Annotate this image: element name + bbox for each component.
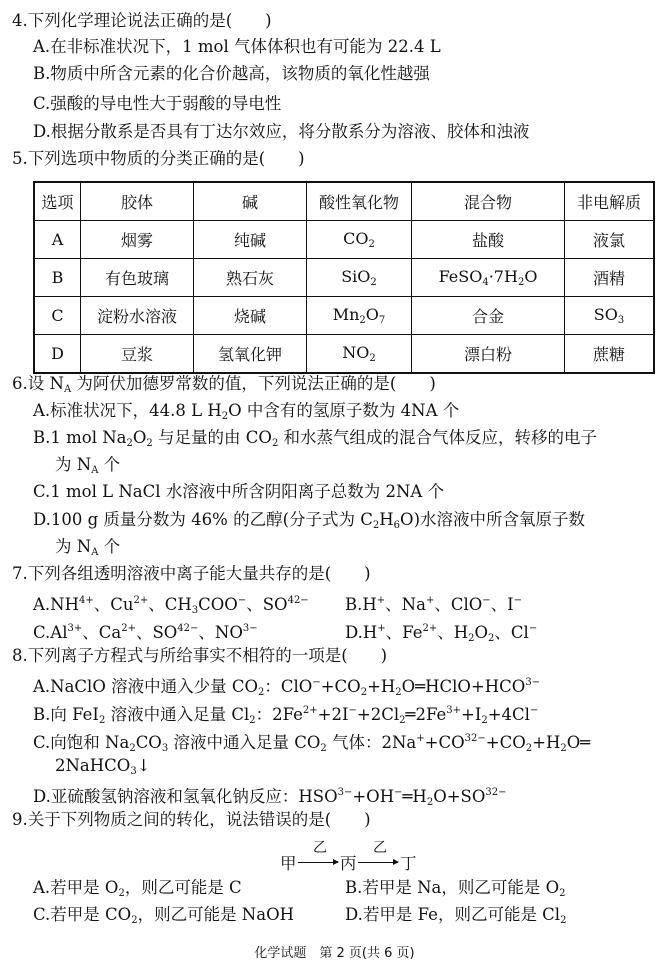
q6-option-a: A.标准状况下，44.8 L $H_2O$ 中含有的氢原子数为 4NA 个 [33,401,460,422]
table-header-cell: 酸性氧化物 [307,182,412,221]
scheme-arrow2-label: 乙 [373,840,387,856]
q6-option-d: D.100 g 质量分数为 46% 的乙醇(分子式为 $C_2H_6O$)水溶液中所含氧原子数 [33,510,586,531]
table-cell: 有色玻璃 [81,259,194,297]
table-cell: 盐酸 [412,221,565,259]
table-header-cell: 选项 [34,182,81,221]
table-cell: B [34,259,81,297]
table-header-cell: 碱 [194,182,307,221]
q4-option-b: B.物质中所含元素的化合价越高，该物质的氧化性越强 [33,64,430,83]
q4-stem: 4.下列化学理论说法正确的是( ) [12,11,272,30]
table-cell-formula: $Mn_2O_7$ [307,297,412,335]
table-cell: D [34,335,81,374]
table-cell-formula: $CO_2$ [307,221,412,259]
scheme-arrow1-label: 乙 [313,840,327,856]
scheme-ding: 丁 [400,854,417,873]
q9-stem: 9.关于下列物质之间的转化，说法错误的是( ) [12,810,371,829]
table-cell-formula: $FeSO_4\cdot 7H_2O$ [412,259,565,297]
q8-option-d: D.亚硫酸氢钠溶液和氢氧化钠反应：$HSO^{3-}+OH^-═H_2O+SO^{32-}$ [33,787,507,808]
q9-option-a: A.若甲是 $O_2$，则乙可能是 C [33,878,242,899]
q5-stem: 5.下列选项中物质的分类正确的是( ) [12,149,305,168]
q6-stem: 6.设 $N_A$ 为阿伏加德罗常数的值，下列说法正确的是( ) [12,374,436,395]
table-header-row [34,182,654,221]
q6-option-d-continued: 为 $N_A$ 个 [55,537,121,558]
q6-option-c: C.1 mol L NaCl 水溶液中所含阴阳离子总数为 2NA 个 [33,482,445,501]
scheme-bing: 丙 [340,854,357,873]
table-row [34,297,654,335]
table-cell: 漂白粉 [412,335,565,374]
table-cell: 合金 [412,297,565,335]
q7-option-c: $C.Al^{3+}$、$Ca^{2+}$、$SO^{42-}$、$NO^{3-}$ [33,623,258,642]
table-header-cell: 胶体 [81,182,194,221]
scheme-jia: 甲 [280,854,297,873]
reaction-arrow-1 [298,862,338,863]
table-cell: 氢氧化钾 [194,335,307,374]
table-header-cell: 非电解质 [565,182,655,221]
q9-option-b: B.若甲是 Na，则乙可能是 $O_2$ [345,878,566,899]
table-row [34,259,654,297]
table-cell: 熟石灰 [194,259,307,297]
q7-option-b: B.H+、Na+、ClO−、I− [345,595,523,614]
q7-option-d: D.H+、$Fe^{2+}$、$H_2O_2$、Cl− [345,623,538,644]
q8-option-c-continued: 2NaHCO$_3$↓ [55,756,151,777]
table-cell: 豆浆 [81,335,194,374]
q4-option-d: D.根据分散系是否具有丁达尔效应，将分散系分为溶液、胶体和浊液 [33,122,530,141]
table-cell: 烧碱 [194,297,307,335]
table-cell: A [34,221,81,259]
q9-option-d: D.若甲是 Fe，则乙可能是 $Cl_2$ [345,905,567,926]
table-cell-formula: $SO_3$ [565,297,655,335]
q4-option-a: A.在非标准状况下，1 mol 气体体积也有可能为 22.4 L [33,37,441,56]
table-cell: 酒精 [565,259,655,297]
q8-option-c: C.向饱和 $Na_2CO_3$ 溶液中通入足量 $CO_2$ 气体：$2Na^++CO^{32-}+CO_2+H_2O═$ [33,733,591,754]
reaction-arrow-2 [358,862,398,863]
table-row [34,335,654,374]
q6-option-b-continued: 为 $N_A$ 个 [55,455,121,476]
table-cell: 淀粉水溶液 [81,297,194,335]
table-row [34,221,654,259]
q7-option-a: $A.NH^{4+}$、$Cu^{2+}$、$CH_3COO^-$、$SO^{42-}$ [33,595,309,616]
table-cell: 烟雾 [81,221,194,259]
q9-option-c: C.若甲是 $CO_2$，则乙可能是 NaOH [33,905,294,926]
q6-option-b: B.1 mol $Na_2O_2$ 与足量的由 $CO_2$ 和水蒸气组成的混合气体反应，转移的电子 [33,428,598,449]
table-cell: 液氯 [565,221,655,259]
table-cell-formula: $NO_2$ [307,335,412,374]
table-cell-formula: SiO$_2$ [307,259,412,297]
table-cell: 蔗糖 [565,335,655,374]
q8-option-a: A.NaClO 溶液中通入少量 $CO_2$：$ClO^-+CO_2+H_2O═HClO+HCO^{3-}$ [33,677,541,698]
table-cell: C [34,297,81,335]
page-footer: 化学试题 第 2 页(共 6 页) [254,946,415,961]
q8-stem: 8.下列离子方程式与所给事实不相符的一项是( ) [12,646,388,665]
table-header-cell: 混合物 [412,182,565,221]
q7-stem: 7.下列各组透明溶液中离子能大量共存的是( ) [12,564,371,583]
q8-option-b: B.向 FeI$_2$ 溶液中通入足量 $Cl_2$：$2Fe^{2+}+2I^-+2Cl_2═2Fe^{3+}+I_2+4Cl^-$ [33,705,539,726]
classification-table [33,181,655,374]
table-cell: 纯碱 [194,221,307,259]
q4-option-c: C.强酸的导电性大于弱酸的导电性 [33,94,282,113]
